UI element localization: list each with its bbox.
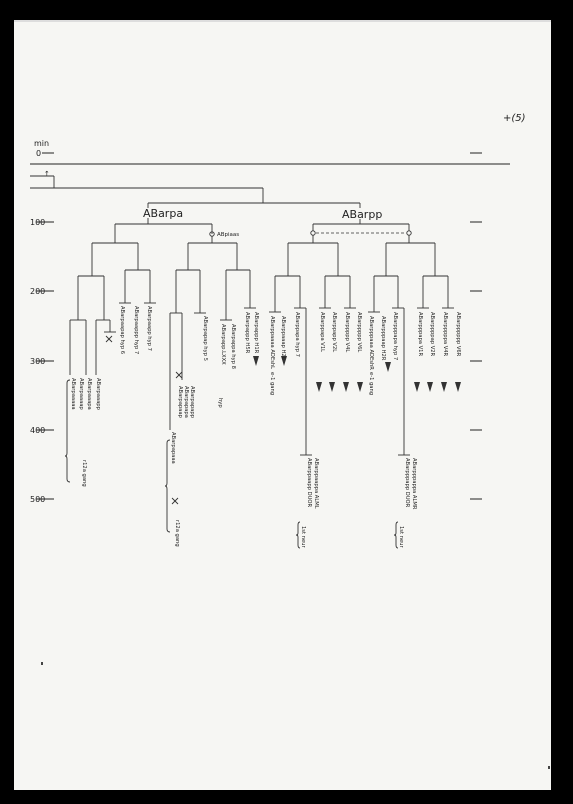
left-label-5: ABarpaappp hyp 7 [133, 306, 139, 355]
paper-edge-shadow [14, 20, 551, 22]
stray-mark-right [548, 766, 550, 769]
tick-label-300: 300 [30, 357, 46, 366]
right-note-0: e-1 gang [269, 372, 275, 396]
tick-label-200: 200 [30, 287, 46, 296]
tick-label-400: 400 [30, 426, 46, 435]
left-branch-annotation: ABpiaas [217, 232, 240, 238]
right-label-16: ABarpppppa V4R [442, 312, 448, 357]
axis-unit: min [34, 139, 50, 148]
left-branch-name: ABarpa [143, 207, 184, 220]
right-label-10: ABarpppaap H2R [380, 316, 386, 361]
left-label-11: ABarpapap hyp 5 [202, 316, 208, 361]
stray-mark-left [41, 662, 43, 665]
right-label-4: ABarppaappa ALML [313, 458, 319, 509]
left-note-1: r12a gang [174, 520, 180, 547]
right-label-15: ABarppppap V2R [429, 312, 435, 357]
right-label-11: ABarpppapa hyp 7 [392, 312, 398, 361]
right-label-3: ABarppaapp DUOR [306, 458, 312, 508]
right-label-5: ABarppapa V1L [319, 312, 325, 353]
right-label-6: ABarppapp V2L [331, 312, 337, 353]
left-label-0: ABarpaaaaa [70, 378, 76, 410]
left-label-4: ABarpaapap hyp 6 [119, 306, 125, 355]
tick-label-100: 100 [30, 218, 46, 227]
right-label-9: ABarpppaaa ADEshR [368, 316, 374, 370]
left-label-7: ABarpapaaa [170, 432, 176, 464]
right-label-17: ABarpppppp V6R [455, 312, 461, 357]
right-note-1: 1st neur [300, 526, 306, 548]
root-mark: ↑ [44, 170, 50, 178]
right-note-2: e-1 gang [368, 372, 374, 396]
right-branch-name: ABarpp [342, 208, 383, 221]
left-label-1: ABarpaaaap [78, 378, 84, 410]
left-label-12: ABarpapp.LXXX [220, 324, 226, 365]
right-label-0: ABarppaaaa ADEshL [269, 316, 275, 370]
tick-label-500: 500 [30, 495, 46, 504]
paper [14, 20, 551, 790]
right-label-1: ABarppaaap H2L [280, 316, 286, 360]
left-label-6: ABarpaapp hyp 7 [146, 306, 152, 351]
right-label-13: ABarpppappa ALMR [411, 458, 417, 510]
right-label-8: ABarppppp V6L [356, 312, 362, 353]
right-label-2: ABarppapa hyp 7 [294, 312, 300, 357]
left-note-2: hyp [217, 398, 223, 408]
left-label-8: ABarpapaap [177, 386, 183, 418]
left-note-0: r12a gang [81, 460, 87, 487]
left-label-15: ABarpappp H1R [253, 312, 259, 354]
left-label-2: ABarpaaapa [86, 378, 92, 410]
tick-label-0: 0 [36, 149, 42, 158]
left-label-10: ABarpapapp [189, 386, 195, 418]
left-label-9: ABarpapapa [183, 386, 189, 418]
right-label-7: ABarppppp V4L [344, 312, 350, 353]
left-label-3: ABarpaaapp [95, 378, 101, 410]
left-label-14: ABarpappp H5R [244, 312, 250, 354]
right-label-12: ABarpppapp DUOR [404, 458, 410, 508]
right-note-3: 1st neur [398, 526, 404, 548]
right-label-14: ABarpppapa V1R [417, 312, 423, 357]
left-label-13: ABarpappa hyp 8 [230, 324, 236, 369]
corner-mark: +(5) [503, 113, 526, 124]
